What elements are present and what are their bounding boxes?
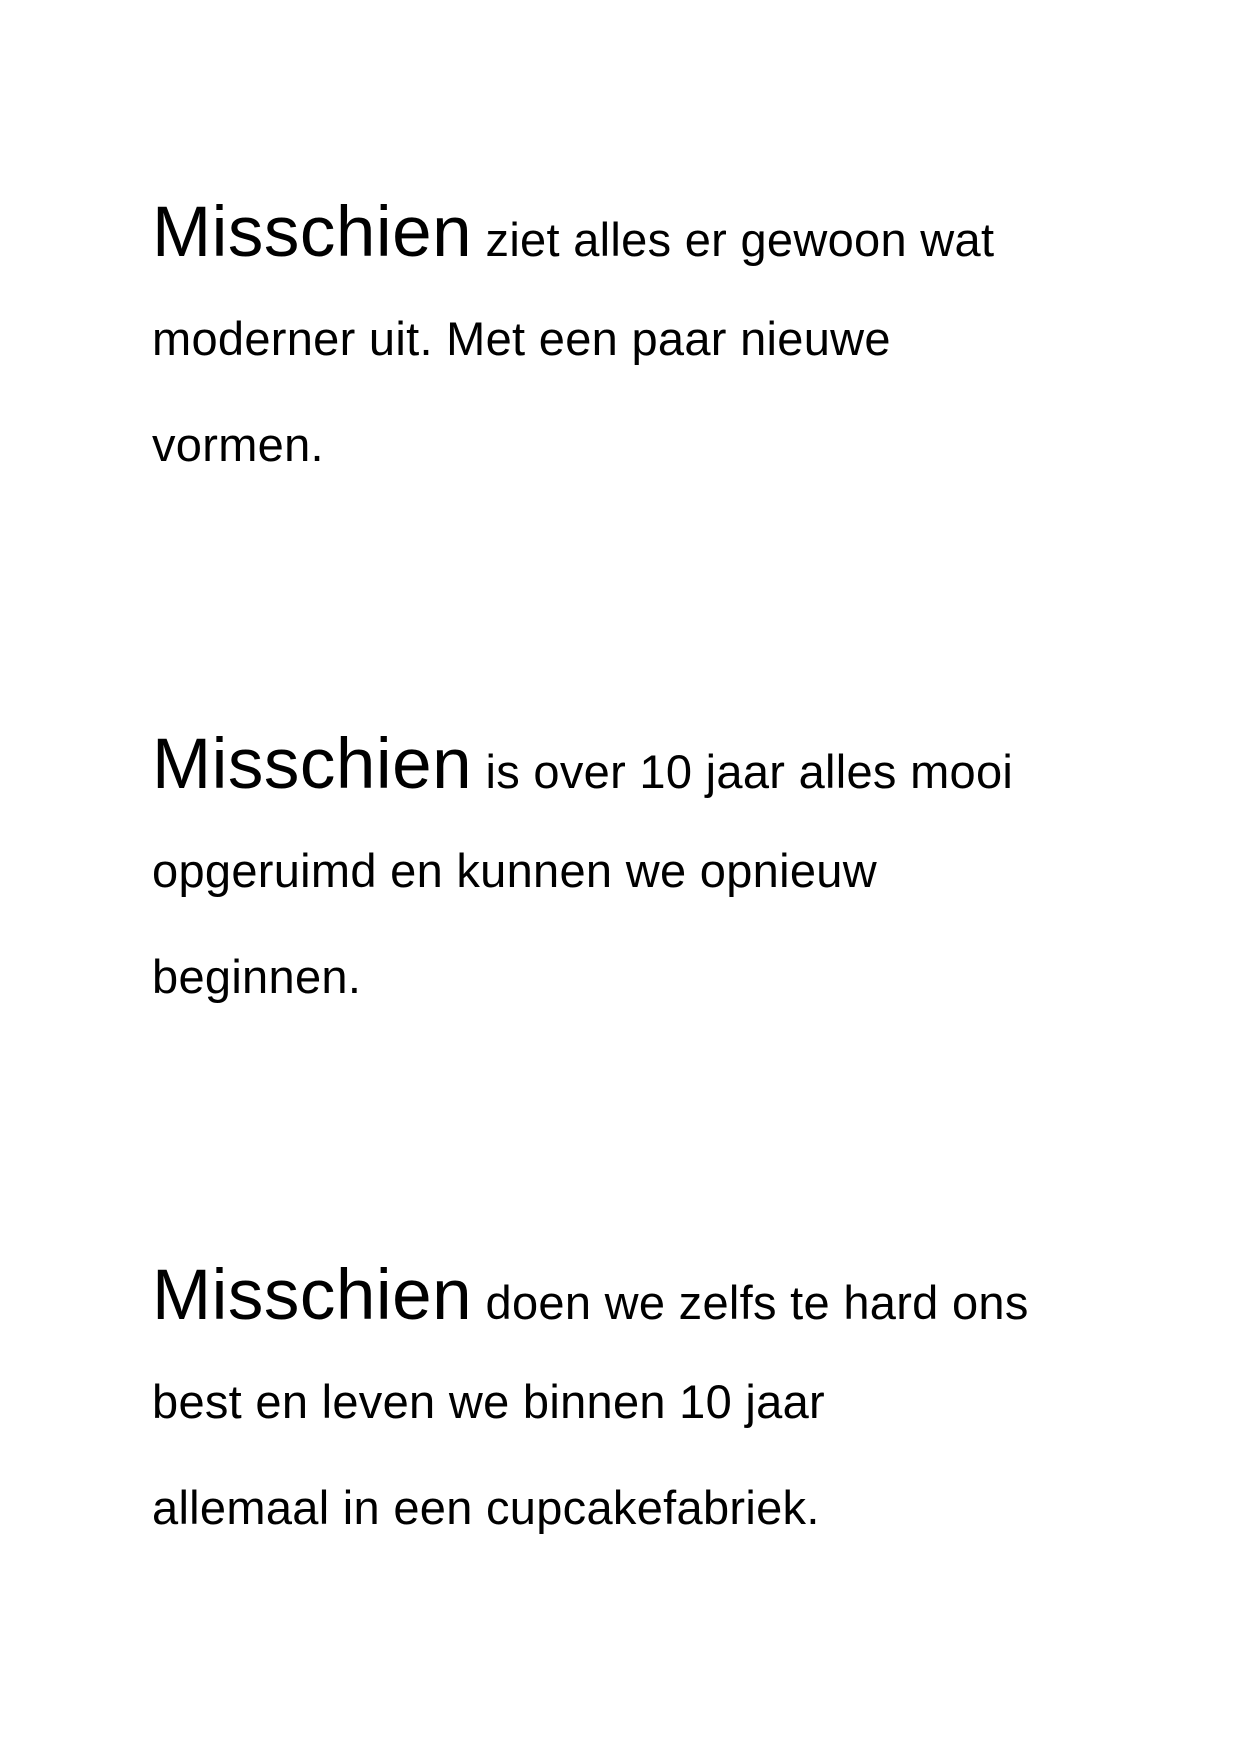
paragraph-1-lead-word: Misschien: [152, 193, 473, 272]
paragraph-2-line-2: opgeruimd en kunnen we opnieuw: [152, 844, 877, 897]
paragraph-1-line-1-text: ziet alles er gewoon wat: [472, 213, 995, 266]
paragraph-1-line-3: vormen.: [152, 418, 324, 471]
paragraph-3-line-3: allemaal in een cupcakefabriek.: [152, 1481, 820, 1534]
paragraph-3-line-2: best en leven we binnen 10 jaar: [152, 1375, 825, 1428]
paragraph-2-lead-word: Misschien: [152, 725, 473, 804]
paragraph-2-line-3: beginnen.: [152, 950, 362, 1003]
paragraph-3-line-1: [152, 1243, 1152, 1349]
paragraph-3-line-1-text: doen we zelfs te hard ons: [472, 1276, 1029, 1329]
paragraph-3: [152, 1243, 1152, 1561]
paragraph-2-line-1-text: is over 10 jaar alles mooi: [472, 745, 1014, 798]
paragraph-2: [152, 712, 1152, 1030]
paragraph-1-line-1: [152, 180, 1152, 286]
paragraph-2-line-1: [152, 712, 1152, 818]
paragraph-3-lead-word: Misschien: [152, 1256, 473, 1335]
paragraph-1-line-2: moderner uit. Met een paar nieuwe: [152, 312, 891, 365]
paragraph-1: [152, 180, 1152, 498]
